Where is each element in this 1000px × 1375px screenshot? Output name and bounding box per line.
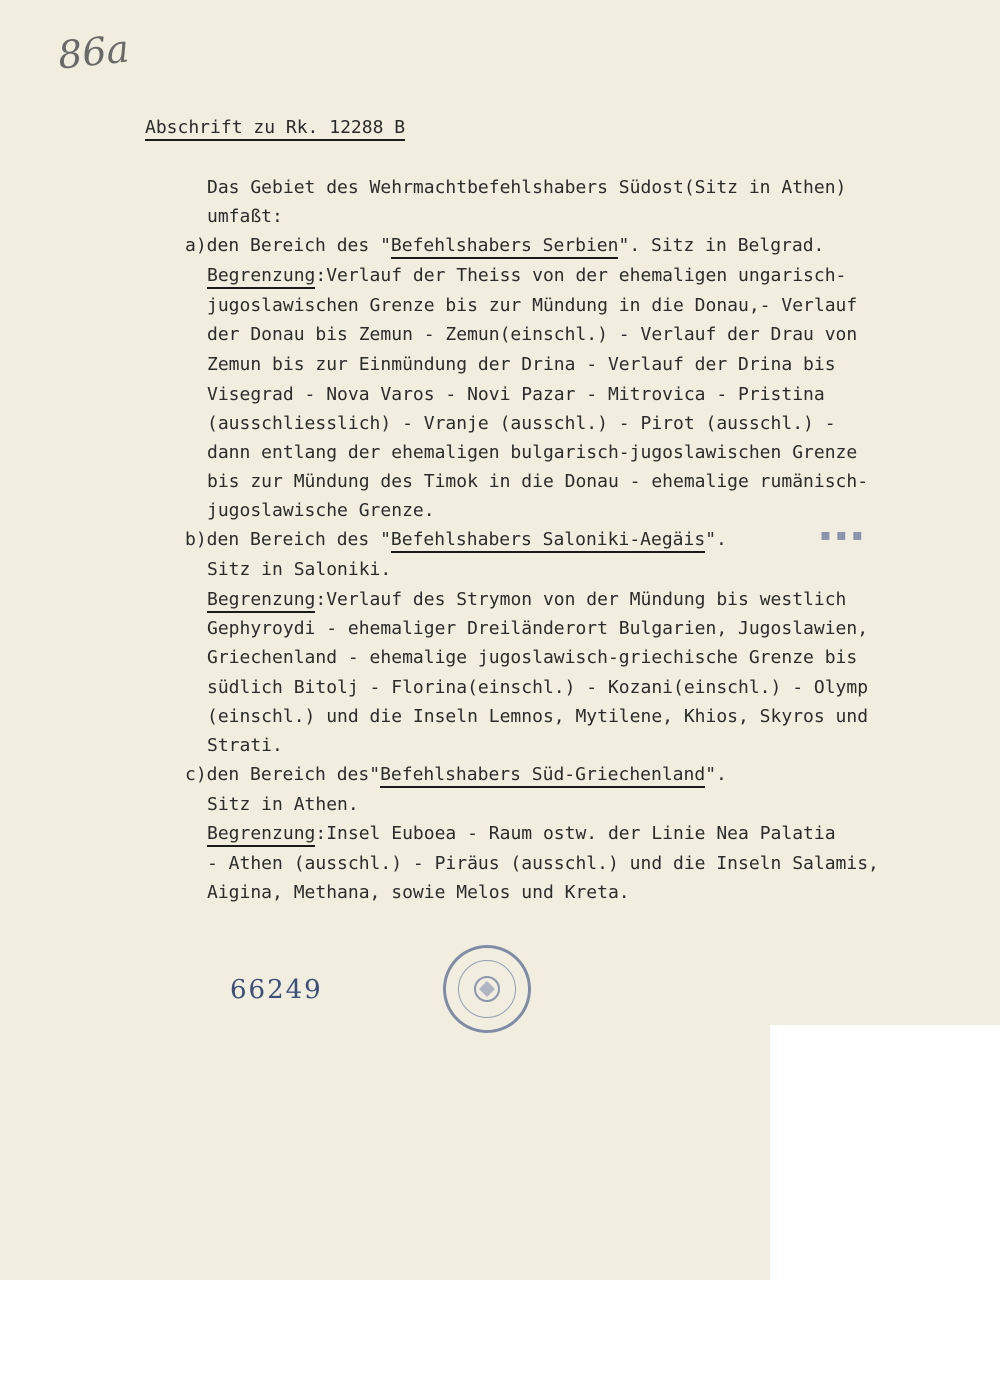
section-c-heading: c)den Bereich des"Befehlshabers Süd-Griechenland". bbox=[185, 764, 727, 785]
section-a-title: Befehlshabers Serbien bbox=[391, 235, 619, 259]
section-c-seat: Sitz in Athen. bbox=[207, 794, 359, 815]
archive-seal-icon bbox=[443, 945, 531, 1033]
intro-line-2: umfaßt: bbox=[207, 206, 283, 227]
section-b-heading: b)den Bereich des "Befehlshabers Saloniki-Aegäis". bbox=[185, 529, 727, 550]
section-a-line: bis zur Mündung des Timok in die Donau - ehemalige rumänisch- bbox=[207, 471, 869, 492]
section-a-boundary-label: Begrenzung bbox=[207, 265, 315, 289]
section-b-line: Strati. bbox=[207, 735, 283, 756]
archive-seal-emblem bbox=[446, 948, 528, 1030]
section-a-line: jugoslawischen Grenze bis zur Mündung in die Donau,- Verlauf bbox=[207, 295, 858, 316]
section-a-line: Visegrad - Nova Varos - Novi Pazar - Mitrovica - Pristina bbox=[207, 384, 825, 405]
section-a-heading: a)den Bereich des "Befehlshabers Serbien". Sitz in Belgrad. bbox=[185, 235, 824, 256]
handwritten-page-number: 86a bbox=[55, 26, 132, 78]
section-c-title: Befehlshabers Süd-Griechenland bbox=[380, 764, 705, 788]
section-c-boundary-label: Begrenzung bbox=[207, 823, 315, 847]
section-b-line: Griechenland - ehemalige jugoslawisch-griechische Grenze bis bbox=[207, 647, 858, 668]
section-a-line: jugoslawische Grenze. bbox=[207, 500, 435, 521]
section-a-line: Zemun bis zur Einmündung der Drina - Verlauf der Drina bis bbox=[207, 354, 836, 375]
section-a-line: (ausschliesslich) - Vranje (ausschl.) - Pirot (ausschl.) - bbox=[207, 413, 836, 434]
section-b-line: südlich Bitolj - Florina(einschl.) - Kozani(einschl.) - Olymp bbox=[207, 677, 869, 698]
section-b-title: Befehlshabers Saloniki-Aegäis bbox=[391, 529, 705, 553]
section-b-line: Gephyroydi - ehemaliger Dreiländerort Bulgarien, Jugoslawien, bbox=[207, 618, 869, 639]
section-a-boundary: Begrenzung:Verlauf der Theiss von der ehemaligen ungarisch- bbox=[207, 265, 846, 286]
section-c-line: - Athen (ausschl.) - Piräus (ausschl.) und die Inseln Salamis, bbox=[207, 853, 879, 874]
section-b-boundary-label: Begrenzung bbox=[207, 589, 315, 613]
ink-specks: ▪ ▪ ▪ bbox=[820, 525, 863, 544]
archive-number: 66249 bbox=[230, 975, 323, 1005]
section-b-line: (einschl.) und die Inseln Lemnos, Mytilene, Khios, Skyros und bbox=[207, 706, 869, 727]
section-b-boundary: Begrenzung:Verlauf des Strymon von der Mündung bis westlich bbox=[207, 589, 846, 610]
section-c-line: Aigina, Methana, sowie Melos und Kreta. bbox=[207, 882, 630, 903]
section-a-line: der Donau bis Zemun - Zemun(einschl.) - Verlauf der Drau von bbox=[207, 324, 858, 345]
section-c-boundary: Begrenzung:Insel Euboea - Raum ostw. der Linie Nea Palatia bbox=[207, 823, 836, 844]
section-b-seat: Sitz in Saloniki. bbox=[207, 559, 392, 580]
document-title: Abschrift zu Rk. 12288 B bbox=[145, 117, 405, 138]
section-a-line: dann entlang der ehemaligen bulgarisch-jugoslawischen Grenze bbox=[207, 442, 858, 463]
intro-line-1: Das Gebiet des Wehrmachtbefehlshabers Südost(Sitz in Athen) bbox=[207, 177, 847, 198]
